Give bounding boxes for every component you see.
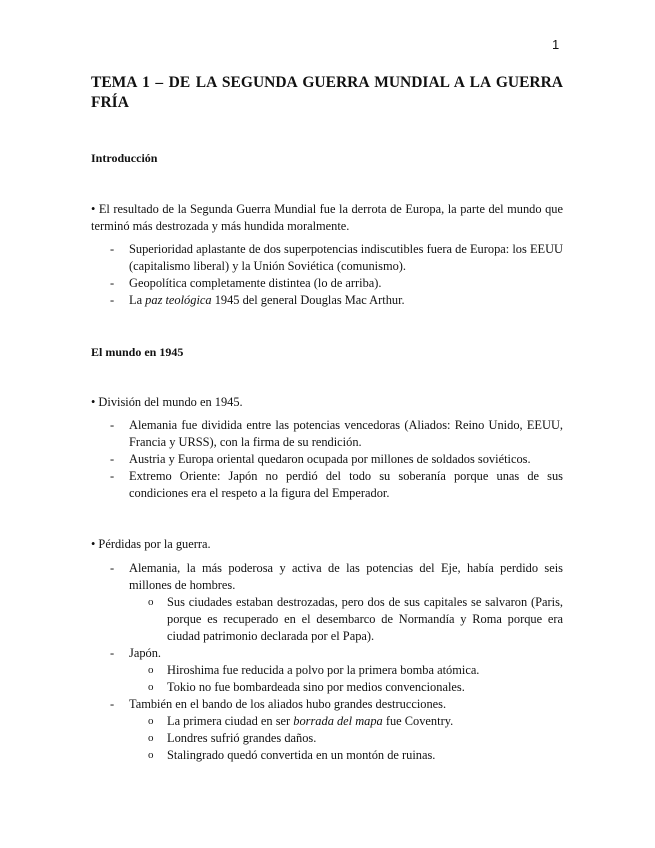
list-item: - Japón. o Hiroshima fue reducida a polvo por la primera bomba atómica. o Tokio no fue bombardeada sino por medios convencionales. [110, 645, 563, 696]
japan-sublist [129, 662, 563, 696]
section-heading-mundo-1945: El mundo en 1945 [91, 345, 184, 359]
list-item: - La paz teológica 1945 del general Douglas Mac Arthur. [110, 293, 405, 307]
sublist-item: o Hiroshima fue reducida a polvo por la primera bomba atómica. [148, 663, 480, 677]
list-item: - Geopolítica completamente distintea (lo de arriba). [110, 276, 382, 290]
sublist-item: o Londres sufrió grandes daños. [148, 731, 317, 745]
sublist-item: o Sus ciudades estaban destrozadas, pero dos de sus capitales se salvaron (Paris, porque es recuperado en el desembarco de Normandía y Roma porque era ciudad patrimonio declarada por el Papa). [148, 595, 563, 643]
list-item: - Alemania fue dividida entre las potencias vencedoras (Aliados: Reino Unido, EEUU, Francia y URSS), con la firma de su rendición. [110, 418, 563, 449]
intro-dash-list [110, 241, 563, 309]
list-item: - Extremo Oriente: Japón no perdió del todo su soberanía porque unas de sus condiciones era el respeto a la figura del Emperador. [110, 469, 563, 500]
sublist-item: o Stalingrado quedó convertida en un montón de ruinas. [148, 748, 436, 762]
document-title: TEMA 1 – DE LA SEGUNDA GUERRA MUNDIAL A LA GUERRA FRÍA [91, 74, 563, 111]
list-item: - Alemania, la más poderosa y activa de las potencias del Eje, había perdido seis millones de hombres. o Sus ciudades estaban destrozadas, pero dos de sus capitales se salvaron (Paris, porque es recuperado en el desembarco de Normandía y Roma porque era ciudad patrimonio declarada por el Papa). [110, 561, 563, 643]
list-item: - También en el bando de los aliados hubo grandes destrucciones. o La primera ciudad en ser borrada del mapa fue Coventry. o Londres sufrió grandes daños. o Stalingrado quedó convertida en un montón de ruinas. [110, 696, 563, 764]
list-item: - Austria y Europa oriental quedaron ocupada por millones de soldados soviéticos. [110, 452, 531, 466]
division-bullet-paragraph: • División del mundo en 1945. [91, 395, 243, 409]
germany-sublist [129, 594, 563, 645]
allies-sublist [129, 713, 563, 764]
division-dash-list [110, 417, 563, 502]
page-number: 1 [552, 37, 560, 52]
intro-bullet-paragraph: • El resultado de la Segunda Guerra Mundial fue la derrota de Europa, la parte del mundo que terminó más destrozada y más hundida moralmente. [91, 202, 563, 233]
sublist-item: o Tokio no fue bombardeada sino por medios convencionales. [148, 680, 465, 694]
losses-dash-list [110, 560, 563, 764]
sublist-item: o La primera ciudad en ser borrada del mapa fue Coventry. [148, 714, 454, 728]
losses-bullet-paragraph: • Pérdidas por la guerra. [91, 537, 211, 551]
section-heading-introduccion: Introducción [91, 151, 158, 165]
list-item: - Superioridad aplastante de dos superpotencias indiscutibles fuera de Europa: los EEUU (capitalismo liberal) y la Unión Soviética (comunismo). [110, 242, 563, 273]
